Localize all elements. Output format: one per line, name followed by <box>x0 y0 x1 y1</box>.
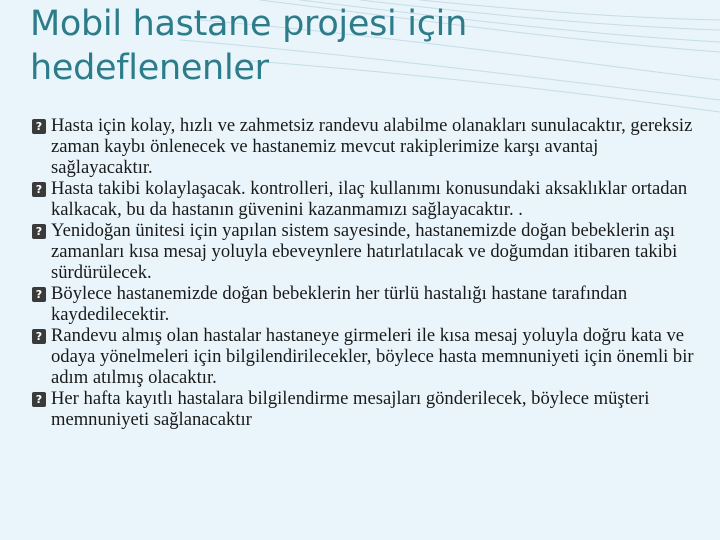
bullet-list <box>32 115 702 430</box>
list-item <box>32 388 702 430</box>
list-item-text: Randevu almış olan hastalar hastaneye girmeleri ile kısa mesaj yoluyla doğru kata ve odaya yönelmeleri için bilgilendirilecekler, böylece hasta memnuniyeti için önemli bir adım atılmış olacaktır. <box>51 325 694 388</box>
list-item-text: Yenidoğan ünitesi için yapılan sistem sayesinde, hastanemizde doğan bebeklerin aşı zamanları kısa mesaj yoluyla ebeveynlere hatırlatılacak ve doğumdan itibaren takibi sürdürülecek. <box>51 220 678 283</box>
missing-glyph-bullet-icon: ? <box>32 287 46 302</box>
slide-title: Mobil hastane projesi için hedeflenenler <box>30 4 467 88</box>
list-item <box>32 115 702 178</box>
missing-glyph-bullet-icon: ? <box>32 119 46 134</box>
list-item-text: Hasta takibi kolaylaşacak. kontrolleri, ilaç kullanımı konusundaki aksaklıklar ortadan kalkacak, bu da hastanın güvenini kazanmamızı sağlayacaktır. . <box>51 178 688 220</box>
missing-glyph-bullet-icon: ? <box>32 392 46 407</box>
missing-glyph-bullet-icon: ? <box>32 182 46 197</box>
missing-glyph-bullet-icon: ? <box>32 224 46 239</box>
list-item-text: Hasta için kolay, hızlı ve zahmetsiz randevu alabilme olanakları sunulacaktır, gereksiz zaman kaybı önlenecek ve hastanemiz mevcut rakiplerimize karşı avantaj sağlayacaktır. <box>51 115 693 178</box>
list-item <box>32 325 702 388</box>
missing-glyph-bullet-icon: ? <box>32 329 46 344</box>
list-item-text: Her hafta kayıtlı hastalara bilgilendirme mesajları gönderilecek, böylece müşteri memnuniyeti sağlanacaktır <box>51 388 650 430</box>
list-item <box>32 283 702 325</box>
list-item <box>32 178 702 220</box>
list-item <box>32 220 702 283</box>
list-item-text: Böylece hastanemizde doğan bebeklerin her türlü hastalığı hastane tarafından kaydedilecektir. <box>51 283 628 325</box>
